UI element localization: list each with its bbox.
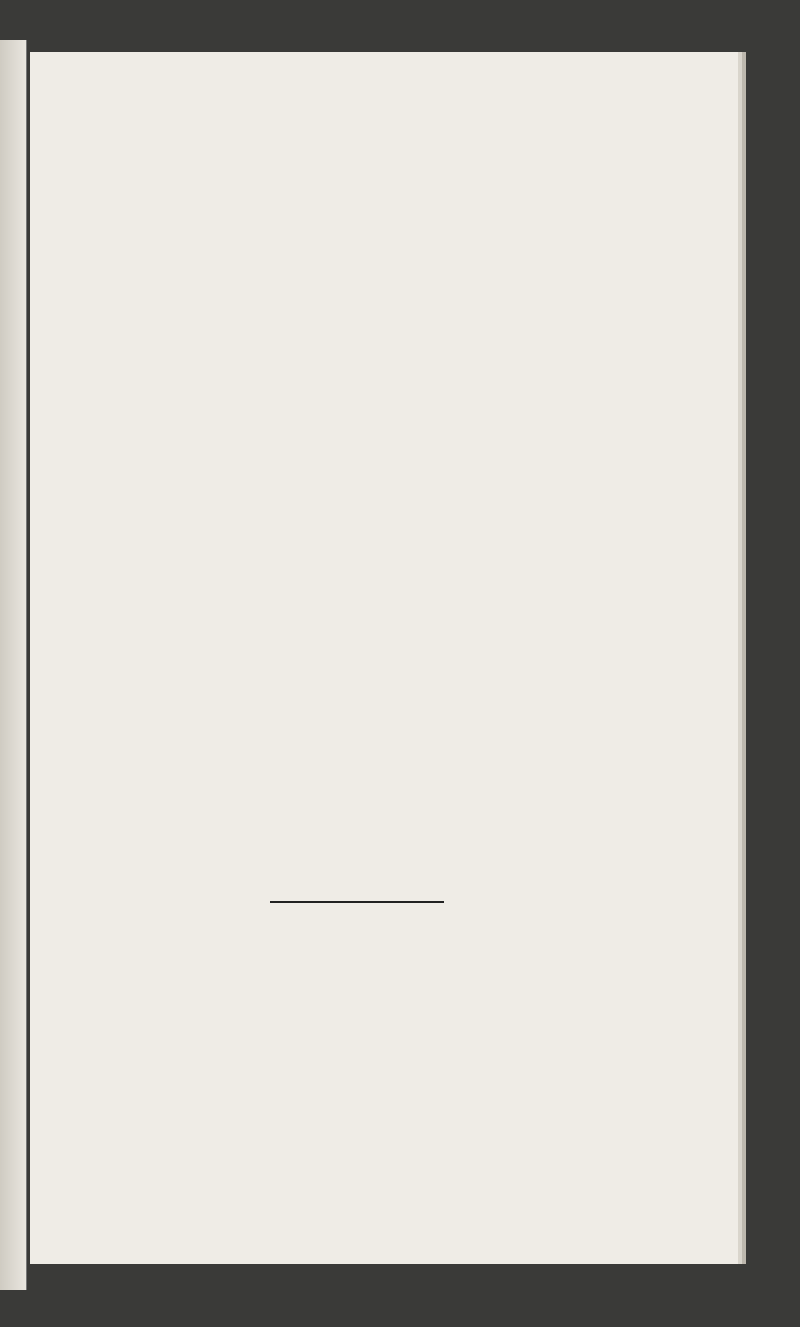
section-divider <box>270 901 444 903</box>
book-page <box>30 52 738 1264</box>
facing-page-edge <box>0 40 27 1290</box>
